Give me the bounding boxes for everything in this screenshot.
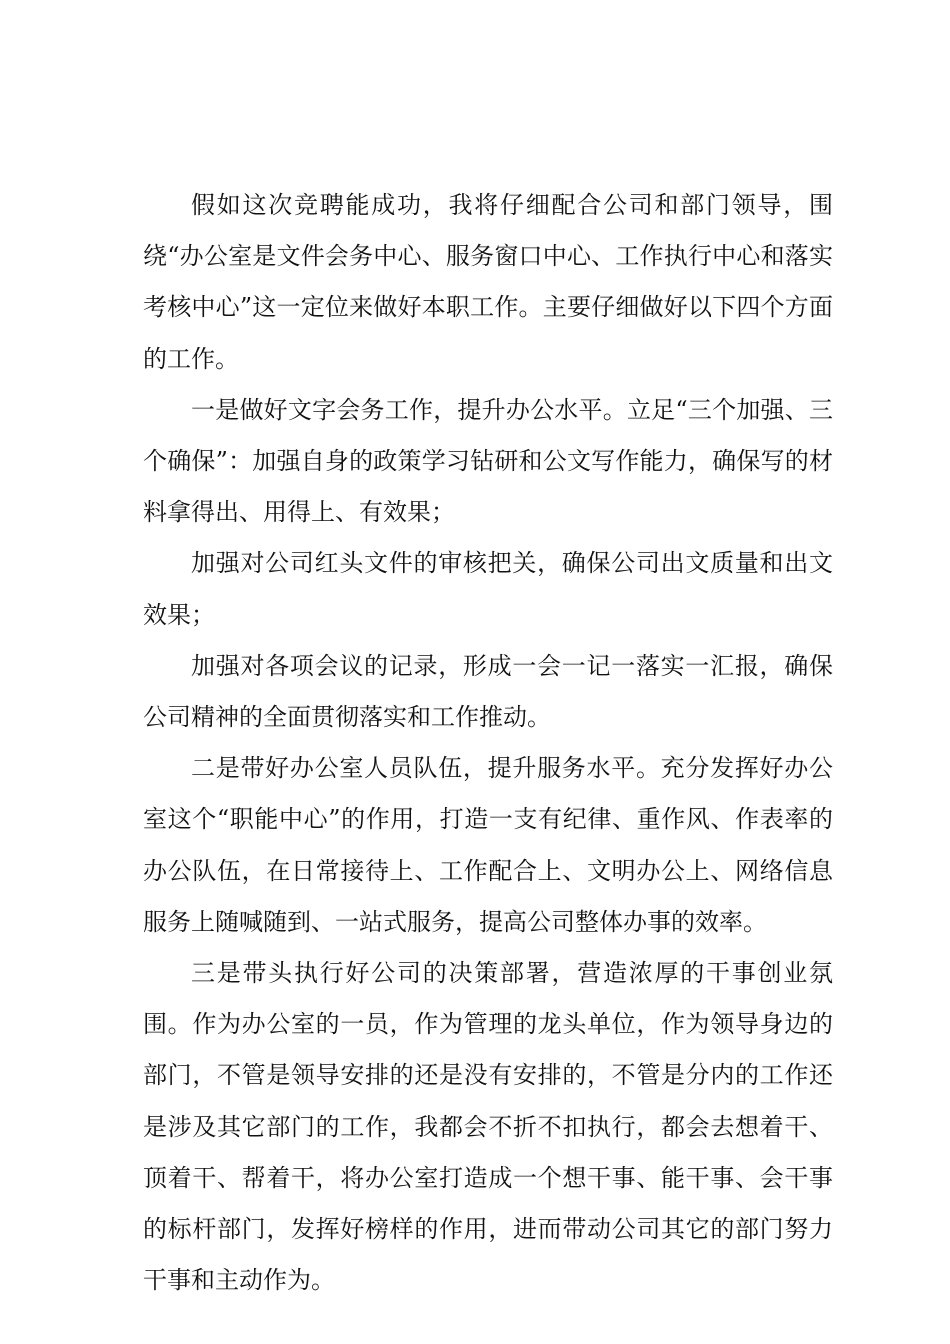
paragraph-point-one: 一是做好文字会务工作，提升办公水平。立足“三个加强、三个确保”：加强自身的政策学习钻研和公文写作能力，确保写的材料拿得出、用得上、有效果； [143, 395, 833, 527]
paragraph-intro: 假如这次竞聘能成功，我将仔细配合公司和部门领导，围绕“办公室是文件会务中心、服务窗口中心、工作执行中心和落实考核中心”这一定位来做好本职工作。主要仔细做好以下四个方面的工作。 [143, 191, 833, 373]
paragraph-point-one-meetings: 加强对各项会议的记录，形成一会一记一落实一汇报，确保公司精神的全面贯彻落实和工作推动。 [143, 651, 833, 732]
paragraph-point-three: 三是带头执行好公司的决策部署，营造浓厚的干事创业氛围。作为办公室的一员，作为管理的龙头单位，作为领导身边的部门，不管是领导安排的还是没有安排的，不管是分内的工作还是涉及其它部门的工作，我都会不折不扣执行，都会去想着干、顶着干、帮着干，将办公室打造成一个想干事、能干事、会干事的标杆部门，发挥好榜样的作用，进而带动公司其它的部门努力干事和主动作为。 [143, 959, 833, 1295]
document-body [143, 180, 833, 1306]
paragraph-point-one-red-header-files: 加强对公司红头文件的审核把关，确保公司出文质量和出文效果； [143, 549, 833, 629]
paragraph-point-two: 二是带好办公室人员队伍，提升服务水平。充分发挥好办公室这个“职能中心”的作用，打造一支有纪律、重作风、作表率的办公队伍，在日常接待上、工作配合上、文明办公上、网络信息服务上随喊随到、一站式服务，提高公司整体办事的效率。 [143, 754, 833, 936]
